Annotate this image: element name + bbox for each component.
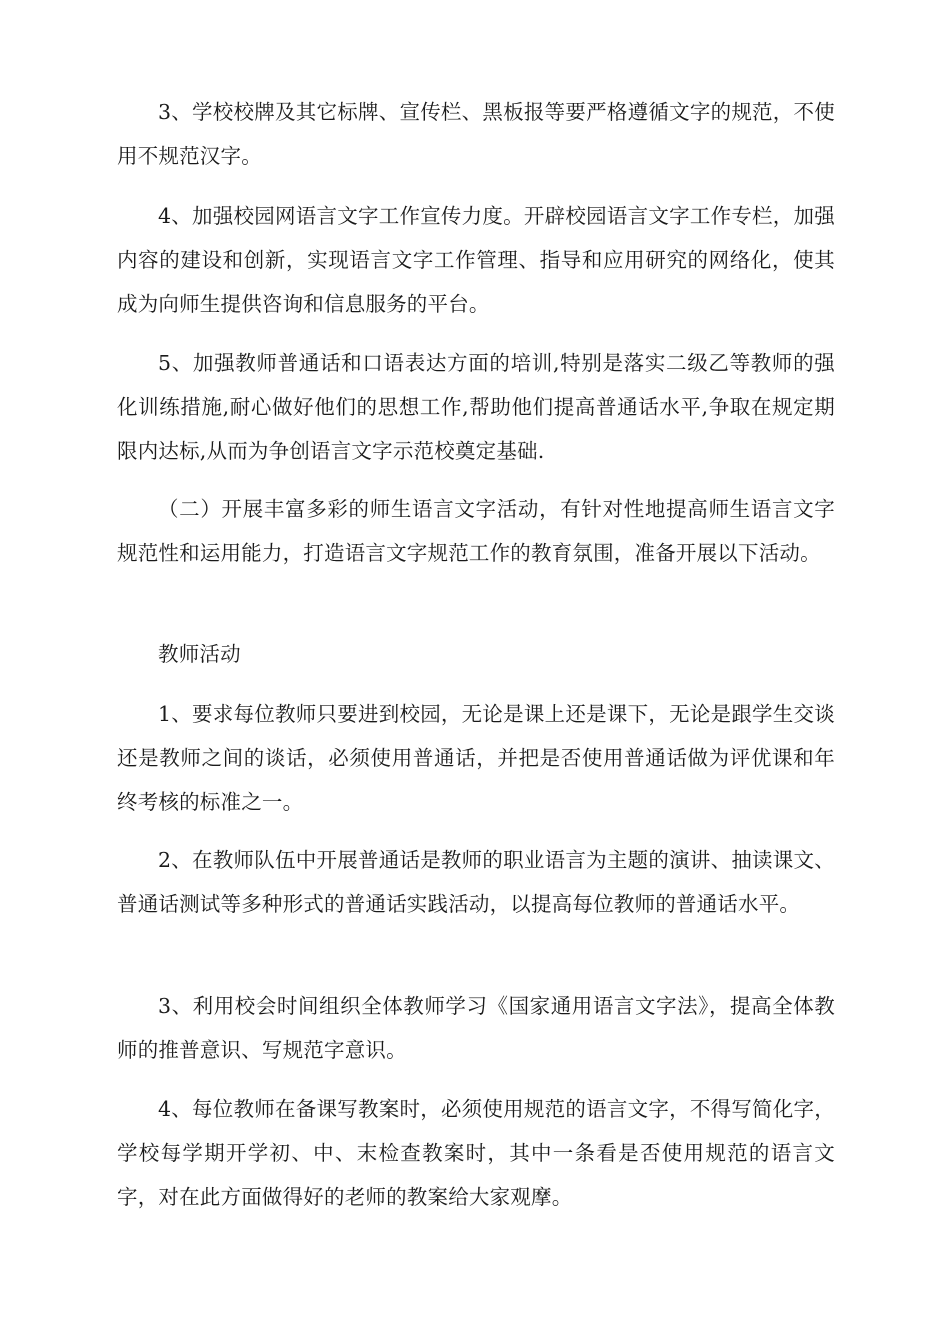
paragraph-activity-1: 1、要求每位教师只要进到校园，无论是课上还是课下，无论是跟学生交谈还是教师之间的谈话，必须使用普通话，并把是否使用普通话做为评优课和年终考核的标准之一。 bbox=[117, 702, 835, 814]
paragraph-teacher-activities-heading: 教师活动 bbox=[158, 642, 241, 666]
paragraph-activity-3: 3、利用校会时间组织全体教师学习《国家通用语言文字法》，提高全体教师的推普意识、写规范字意识。 bbox=[117, 994, 835, 1062]
paragraph-activity-2: 2、在教师队伍中开展普通话是教师的职业语言为主题的演讲、抽读课文、普通话测试等多种形式的普通话实践活动，以提高每位教师的普通话水平。 bbox=[117, 848, 835, 916]
paragraph-teacher-training: 5、加强教师普通话和口语表达方面的培训,特别是落实二级乙等教师的强化训练措施,耐心做好他们的思想工作,帮助他们提高普通话水平,争取在规定期限内达标,从而为争创语言文字示范校奠定基础. bbox=[117, 351, 835, 463]
paragraph-campus-web-column: 4、加强校园网语言文字工作宣传力度。开辟校园语言文字工作专栏，加强内容的建设和创新，实现语言文字工作管理、指导和应用研究的网络化，使其成为向师生提供咨询和信息服务的平台。 bbox=[117, 204, 835, 316]
paragraph-activity-4: 4、每位教师在备课写教案时，必须使用规范的语言文字，不得写简化字，学校每学期开学初、中、末检查教案时，其中一条看是否使用规范的语言文字，对在此方面做得好的老师的教案给大家观摩。 bbox=[117, 1097, 835, 1209]
paragraph-section-two: （二）开展丰富多彩的师生语言文字活动，有针对性地提高师生语言文字规范性和运用能力，打造语言文字规范工作的教育氛围，准备开展以下活动。 bbox=[117, 497, 835, 565]
paragraph-signage-standards: 3、学校校牌及其它标牌、宣传栏、黑板报等要严格遵循文字的规范，不使用不规范汉字。 bbox=[117, 100, 835, 168]
